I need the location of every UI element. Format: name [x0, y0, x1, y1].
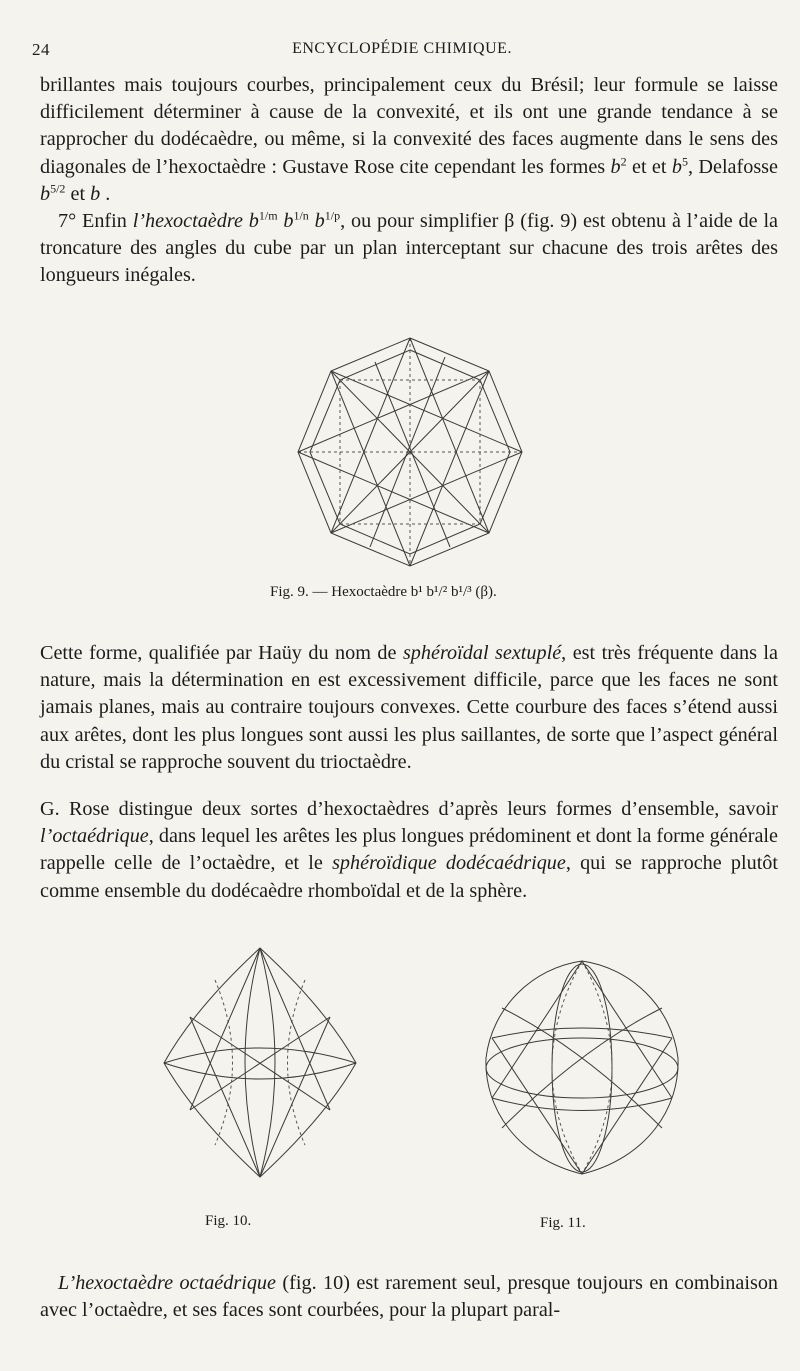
running-title: ENCYCLOPÉDIE CHIMIQUE. — [292, 40, 512, 57]
figure-11-caption: Fig. 11. — [540, 1215, 586, 1231]
figure-9-caption: Fig. 9. — Hexoctaèdre b¹ b¹/² b¹/³ (β). — [270, 584, 497, 600]
figure-11-spheroidal-hexoctahedron — [482, 958, 682, 1178]
page-header — [32, 40, 772, 66]
figure-9-hexoctahedron — [290, 332, 530, 572]
figure-10-octahedral-hexoctahedron — [160, 945, 360, 1180]
page-number: 24 — [32, 40, 50, 59]
paragraph-brillantes: brillantes mais toujours courbes, principalement ceux du Brésil; leur formule se laisse difficilement déterminer à cause de la convexité, et ils ont une grande tendance à se rapprocher du dodécaèdre, ou même, si la convexité des faces augmente dans le sens des diagonales de l’hexoctaèdre : Gustave Rose cite cependant les formes $b^2$ et et $b^5$, Delafosse $b^{5/2}$ et b . — [40, 74, 778, 205]
paragraph-hexoctaedre-octaedrique: L’hexoctaèdre octaédrique (fig. 10) est rarement seul, presque toujours en combinaison avec l’octaèdre, et ses faces sont courbées, pour la plupart paral- — [40, 1272, 779, 1322]
paragraph-cette-forme: Cette forme, qualifiée par Haüy du nom de sphéroïdal sextuplé, est très fréquente dans la nature, mais la détermination en est excessivement difficile, parce que les faces ne sont jamais planes, mais au contraire toujours convexes. Cette courbure des faces s’étend aussi aux arêtes, dont les plus longues sont aussi les plus saillantes, de sorte que l’aspect général du cristal se rapproche souvent du trioctaèdre. — [40, 642, 778, 773]
figure-10-caption: Fig. 10. — [205, 1213, 252, 1229]
paragraph-g-rose: G. Rose distingue deux sortes d’hexoctaèdres d’après leurs formes d’ensemble, savoir l’octaédrique, dans lequel les arêtes les plus longues prédominent et dont la forme générale rappelle celle de l’octaèdre, et le sphéroïdique dodécaédrique, qui se rapproche plutôt comme ensemble du dodécaèdre rhomboïdal et de la sphère. — [40, 798, 779, 902]
paragraph-hexoctaedre: 7° Enfin l’hexoctaèdre $b^{1/m}$ $b^{1/n}$ $b^{1/p}$, ou pour simplifier β (fig. 9) est obtenu à l’aide de la troncature des angles du cube par un plan interceptant sur chacune des trois arêtes des longueurs inégales. — [40, 208, 779, 287]
